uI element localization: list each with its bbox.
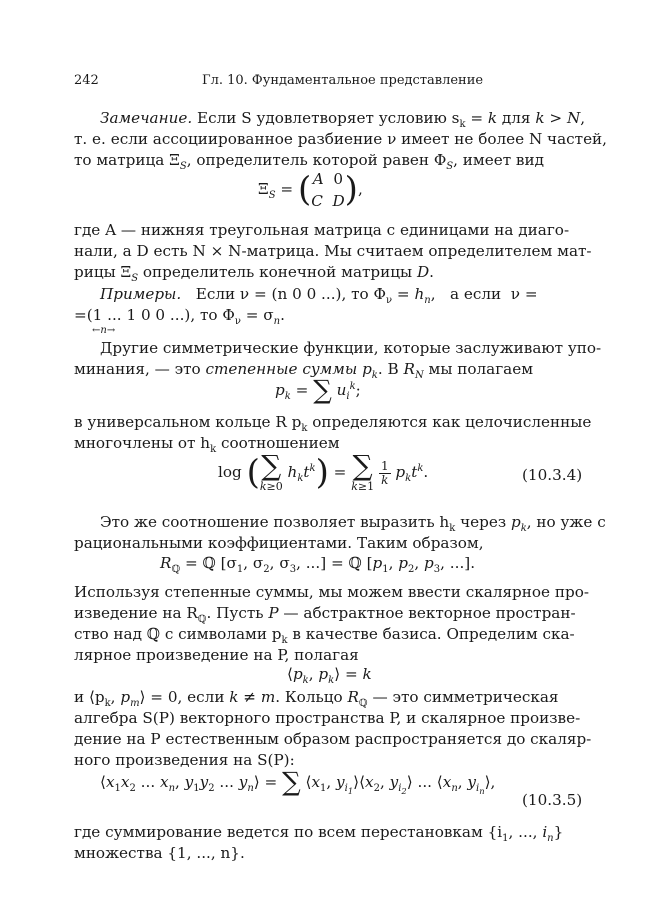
scalar-line-1: Используя степенные суммы, мы можем ввести скалярное про-	[74, 583, 589, 601]
equation-10-3-5: $⟨x_1x_2$ ... $x_n$, $y_1y_2$ ... $y_n⟩$ = ∑ $⟨x_1$, $y_{i_1}⟩⟨x_2$, $y_{i_2}⟩$ ... $⟨x_n$, $y_{i_n}⟩$,	[100, 767, 496, 798]
equation-number-10-3-5: (10.3.5)	[522, 791, 583, 809]
scalar-line-6: алгебра S(P) векторного пространства P, и скалярное произве-	[74, 709, 581, 727]
remark-line-4: где A — нижняя треугольная матрица с единицами на диаго-	[74, 221, 570, 239]
scalar-line-8: ного произведения на S(P):	[74, 751, 295, 769]
closing-line-2: множества {1, ..., n}.	[74, 844, 245, 862]
examples-line-2: =(1 ... 1 0 0 ...), то $\Phi_\nu = \sigma_n$.	[74, 306, 285, 328]
equation-number-10-3-4: (10.3.4)	[522, 466, 583, 484]
rational-line-2: рациональными коэффициентами. Таким образом,	[74, 534, 484, 552]
remark-line-2: т. е. если ассоциированное разбиение ν имеет не более N частей,	[74, 130, 608, 148]
remark-line-1: Замечание. Если S удовлетворяет условию $s_k = k$ для k > N,	[100, 109, 586, 131]
remark-line-3: то матрица $\Xi_S$, определитель которой равен $\Phi_S$, имеет вид	[74, 151, 544, 173]
rational-ring-equation: $R_ℚ$ = ℚ [$\sigma_1$, $\sigma_2$, $\sigma_3$, ...] = ℚ [$p_1$, $p_2$, $p_3$, ...].	[160, 554, 476, 576]
scalar-line-2: изведение на $R_ℚ$. Пусть P — абстрактное векторное простран-	[74, 604, 576, 626]
remark-line-5: нали, а D есть N × N-матрица. Мы считаем определителем мат-	[74, 242, 592, 260]
examples-label: Примеры.	[100, 285, 182, 303]
power-sums-line-3: в универсальном кольце R $p_k$ определяются как целочисленные	[74, 413, 592, 435]
running-title: Гл. 10. Фундаментальное представление	[202, 73, 484, 88]
scalar-line-7: дение на P естественным образом распространяется до скаляр-	[74, 730, 592, 748]
examples-line-1: Примеры. Если ν = (n 0 0 ...), то $\Phi_\nu = h_n$, а если ν =	[100, 285, 538, 307]
remark-label: Замечание.	[100, 109, 193, 127]
scalar-line-3: ство над ℚ с символами $p_k$ в качестве базиса. Определим ска-	[74, 625, 575, 647]
page-number: 242	[74, 73, 99, 88]
power-sums-term: степенные суммы	[205, 360, 358, 378]
power-sums-line-1: Другие симметрические функции, которые заслуживают упо-	[100, 339, 602, 357]
remark-line-6: рицы $\Xi_S$ определитель конечной матрицы D.	[74, 263, 434, 285]
closing-line-1: где суммирование ведется по всем перестановкам {$i_1$, ..., $i_n$}	[74, 823, 564, 845]
power-sum-definition: $p_k$ = ∑ $u_i^k$;	[275, 375, 361, 406]
rational-line-1: Это же соотношение позволяет выразить $h_k$ через $p_k$, но уже с	[100, 513, 606, 535]
scalar-line-4: лярное произведение на P, полагая	[74, 646, 359, 664]
scalar-line-5: и $⟨p_k$, $p_m⟩ = 0$, если k ≠ m. Кольцо $R_ℚ$ — это симметрическая	[74, 688, 559, 710]
power-sums-line-4: многочлены от $h_k$ соотношением	[74, 434, 340, 456]
equation-10-3-4: log ( ∑ k≥0 $h_kt^k$) = ∑ k≥1 $\frac{1}{k}$ $p_kt^k$.	[218, 449, 429, 493]
scalar-product-definition: $⟨p_k$, $p_k⟩ = k$	[287, 665, 372, 687]
block-matrix-equation: $\Xi_S$ = ( A 0 C D),	[258, 169, 363, 210]
n-times-brace: ←n→	[92, 325, 116, 336]
power-sums-line-2: минания, — это степенные суммы $p_k$. В $R_N$ мы полагаем	[74, 360, 534, 382]
